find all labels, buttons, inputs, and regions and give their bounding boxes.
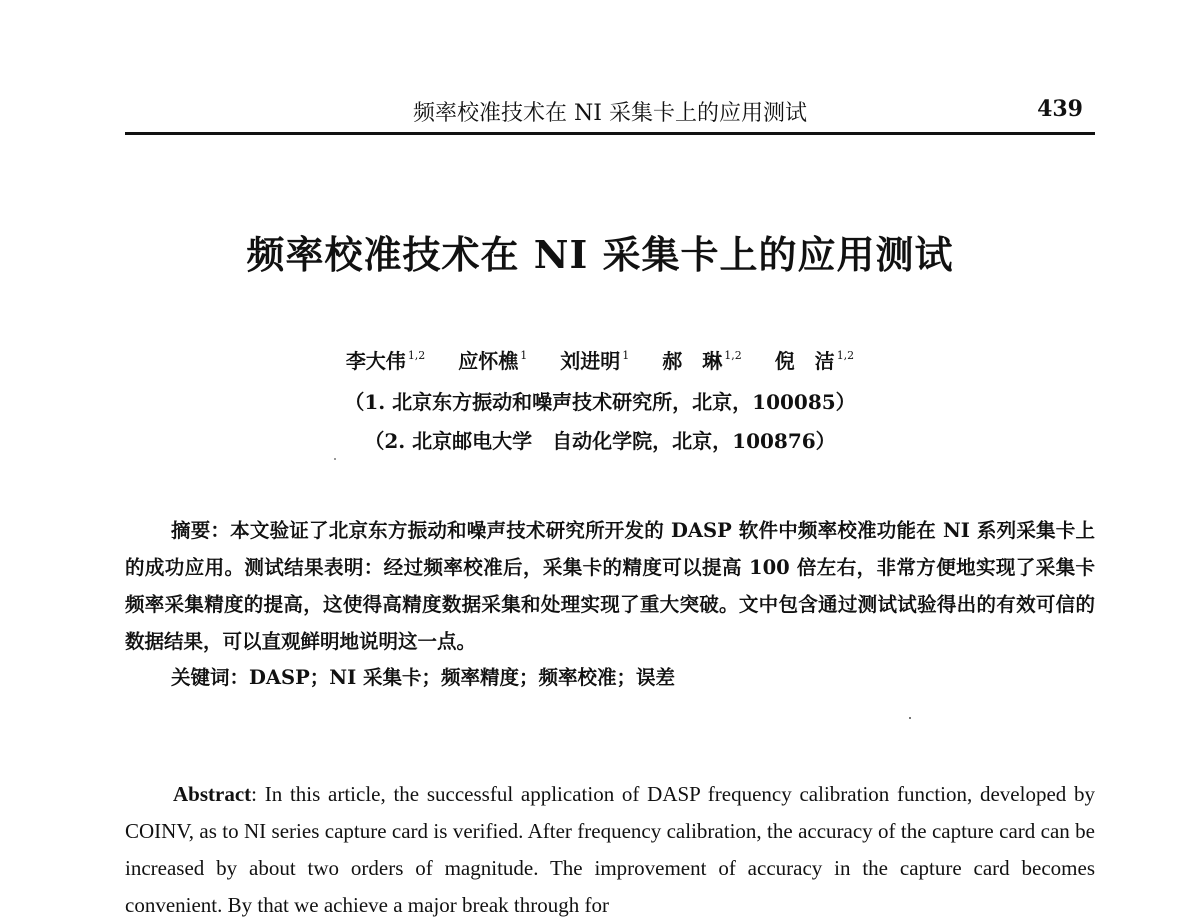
author-name: 应怀樵 <box>458 349 519 373</box>
author-name: 郝 琳 <box>662 349 723 373</box>
page-number: 439 <box>1037 96 1083 122</box>
chinese-abstract <box>125 512 1095 660</box>
author-affiliation-mark: 1 <box>622 349 630 362</box>
author-name: 刘进明 <box>560 349 621 373</box>
author-affiliation-mark: 1,2 <box>407 349 426 362</box>
chinese-keywords-label: 关键词： <box>171 666 250 689</box>
scan-speck <box>909 717 911 719</box>
running-head <box>125 92 1095 132</box>
author-name: 倪 洁 <box>774 349 835 373</box>
english-abstract-text: In this article, the successful application of DASP frequency calibration function, developed by COINV, as to NI series capture card is verified. After frequency calibration, the accuracy of the capture card can be increased by about two orders of magnitude. The improvement of accuracy in the capture card becomes convenient. By that we achieve a major break through for <box>125 782 1095 917</box>
author-affiliation-mark: 1,2 <box>836 349 855 362</box>
chinese-abstract-text: 本文验证了北京东方振动和噪声技术研究所开发的 DASP 软件中频率校准功能在 NI 系列采集卡上的成功应用。测试结果表明：经过频率校准后，采集卡的精度可以提高 100 倍左右，非常方便地实现了采集卡频率采集精度的提高，这使得高精度数据采集和处理实现了重大突破。文中包含通过测试试验得出的有效可信的数据结果，可以直观鲜明地说明这一点。 <box>125 519 1095 653</box>
chinese-abstract-label: 摘要： <box>171 519 231 542</box>
author <box>560 345 629 374</box>
header-rule <box>125 132 1095 135</box>
author <box>346 345 426 374</box>
affiliation-2: （2. 北京邮电大学 自动化学院，北京，100876） <box>364 429 836 453</box>
affiliation-1: （1. 北京东方振动和噪声技术研究所，北京，100085） <box>344 390 856 414</box>
chinese-keywords <box>171 662 1095 690</box>
author <box>662 345 742 374</box>
author <box>775 345 855 374</box>
english-abstract <box>125 776 1095 924</box>
author-name: 李大伟 <box>345 349 406 373</box>
author-affiliation-mark: 1,2 <box>724 349 742 362</box>
paper-title: 频率校准技术在 NI 采集卡上的应用测试 <box>246 232 954 277</box>
chinese-keywords-text: DASP；NI 采集卡；频率精度；频率校准；误差 <box>249 666 676 689</box>
author <box>458 345 527 374</box>
author-list <box>0 345 1200 374</box>
running-title: 频率校准技术在 NI 采集卡上的应用测试 <box>413 101 807 126</box>
english-abstract-label: Abstract <box>173 782 252 806</box>
author-affiliation-mark: 1 <box>520 349 528 362</box>
english-abstract-separator: : <box>251 782 265 806</box>
scan-speck <box>334 458 336 460</box>
